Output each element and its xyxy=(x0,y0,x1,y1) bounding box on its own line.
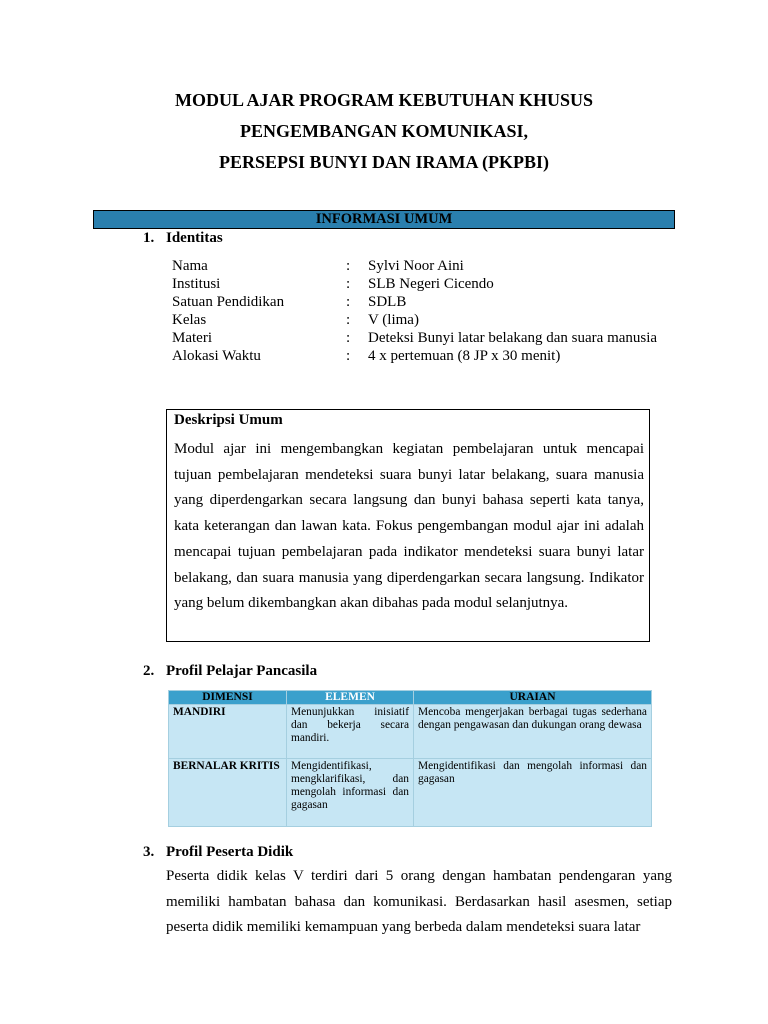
identity-colon: : xyxy=(346,330,351,346)
identity-label: Satuan Pendidikan xyxy=(172,294,285,310)
cell-dimensi: BERNALAR KRITIS xyxy=(169,759,287,827)
table-row xyxy=(169,705,652,759)
cell-elemen: Menunjukkan inisiatif dan bekerja secara mandiri. xyxy=(287,705,414,759)
table-header-row xyxy=(169,691,652,705)
identity-value: SDLB xyxy=(368,294,407,310)
document-title-line-3: PERSEPSI BUNYI DAN IRAMA (PKPBI) xyxy=(218,152,550,172)
identity-value: Sylvi Noor Aini xyxy=(368,258,464,274)
identity-value: SLB Negeri Cicendo xyxy=(368,276,494,292)
section-heading-identitas xyxy=(143,229,443,247)
deskripsi-umum-heading: Deskripsi Umum xyxy=(174,412,283,428)
profil-peserta-didik-paragraph: Peserta didik kelas V terdiri dari 5 orang dengan hambatan pendengaran yang memiliki hambatan bahasa dan komunikasi. Berdasarkan hasil asesmen, setiap peserta didik memiliki kemampuan yang berbeda dalam mendeteksi suara latar xyxy=(166,868,672,936)
section-heading-profil-pelajar-pancasila xyxy=(143,662,443,680)
section-banner-informasi-umum: INFORMASI UMUM xyxy=(93,210,675,229)
identity-colon: : xyxy=(346,294,351,310)
deskripsi-umum-box xyxy=(166,409,650,642)
column-header-uraian: URAIAN xyxy=(414,691,652,705)
identity-colon: : xyxy=(346,276,351,292)
identity-colon: : xyxy=(346,348,351,364)
identity-value: 4 x pertemuan (8 JP x 30 menit) xyxy=(368,348,561,364)
deskripsi-umum-body: Modul ajar ini mengembangkan kegiatan pembelajaran untuk mencapai tujuan pembelajaran mendeteksi suara bunyi latar belakang, suara manusia yang diperdengarkan secara langsung dan bunyi bahasa seperti kata tanya, kata keterangan dan lawan kata. Fokus pengembangan modul ajar ini adalah mencapai tujuan pembelajaran pada indikator mendeteksi suara bunyi latar belakang, dan suara manusia yang diperdengarkan secara langsung. Indikator yang belum dikembangkan akan dibahas pada modul selanjutnya. xyxy=(174,441,644,612)
document-title-line-1: MODUL AJAR PROGRAM KEBUTUHAN KHUSUS xyxy=(174,90,594,110)
table-row xyxy=(169,759,652,827)
identity-row-alokasi-waktu xyxy=(172,347,692,365)
identity-colon: : xyxy=(346,258,351,274)
identity-label: Kelas xyxy=(172,312,207,328)
column-header-elemen: ELEMEN xyxy=(287,691,414,705)
section-heading-profil-peserta-didik xyxy=(143,843,443,861)
section-number: 1. xyxy=(143,230,155,246)
section-number: 3. xyxy=(143,844,155,860)
cell-uraian: Mencoba mengerjakan berbagai tugas sederhana dengan pengawasan dan dukungan orang dewasa xyxy=(414,705,652,759)
section-title: Identitas xyxy=(166,230,223,246)
identity-row-kelas xyxy=(172,311,692,329)
identity-label: Institusi xyxy=(172,276,221,292)
identity-value: V (lima) xyxy=(368,312,419,328)
profil-pelajar-table xyxy=(168,690,652,827)
cell-dimensi: MANDIRI xyxy=(169,705,287,759)
identity-row-satuan-pendidikan xyxy=(172,293,692,311)
column-header-dimensi: DIMENSI xyxy=(169,691,287,705)
cell-elemen: Mengidentifikasi, mengklarifikasi, dan mengolah informasi dan gagasan xyxy=(287,759,414,827)
identity-row-materi xyxy=(172,329,692,347)
identity-label: Materi xyxy=(172,330,212,346)
identity-value: Deteksi Bunyi latar belakang dan suara manusia xyxy=(368,330,658,346)
identity-colon: : xyxy=(346,312,351,328)
section-title: Profil Pelajar Pancasila xyxy=(166,663,318,679)
document-title-line-2: PENGEMBANGAN KOMUNIKASI, xyxy=(239,121,528,141)
section-title: Profil Peserta Didik xyxy=(166,844,294,860)
cell-uraian: Mengidentifikasi dan mengolah informasi dan gagasan xyxy=(414,759,652,827)
identity-label: Nama xyxy=(172,258,208,274)
identity-label: Alokasi Waktu xyxy=(172,348,261,364)
identity-row-institusi xyxy=(172,275,692,293)
section-number: 2. xyxy=(143,663,155,679)
identity-row-nama xyxy=(172,257,692,275)
